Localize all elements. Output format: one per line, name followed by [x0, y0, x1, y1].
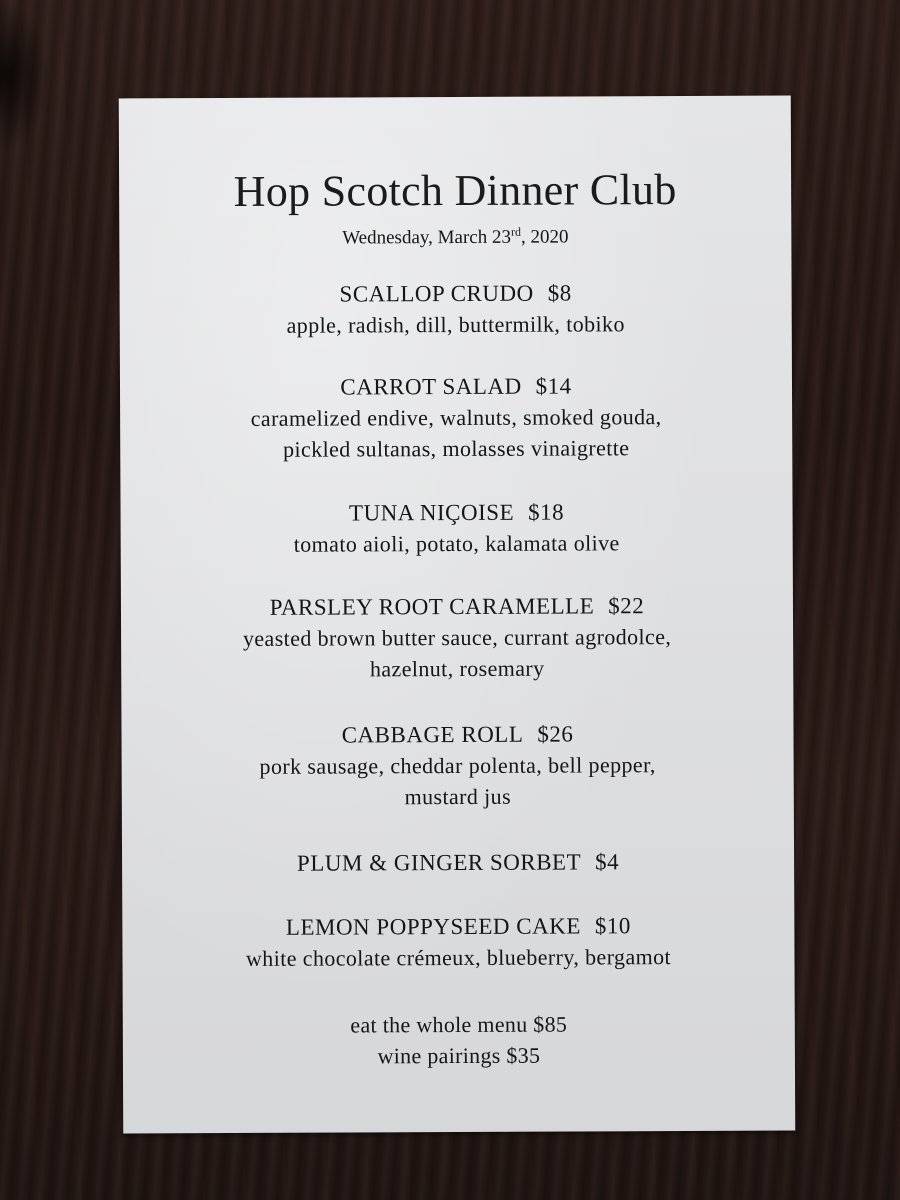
course-description-line: yeasted brown butter sauce, currant agrodolce,	[242, 624, 672, 651]
course-price: $22	[608, 593, 645, 619]
course-price: $26	[537, 721, 574, 747]
course-name: TUNA NIÇOISE	[348, 499, 515, 526]
course-item	[120, 370, 792, 466]
course-item	[122, 846, 794, 880]
course-description-line: mustard jus	[404, 783, 512, 810]
wine-pairing-line: wine pairings $35	[377, 1042, 541, 1069]
date-year: , 2020	[520, 226, 569, 248]
course-name: CARROT SALAD	[340, 373, 522, 400]
course-name: CABBAGE ROLL	[341, 721, 524, 748]
course-name: PARSLEY ROOT CARAMELLE	[269, 593, 595, 620]
course-price: $14	[535, 373, 572, 399]
course-heading	[122, 846, 794, 880]
background-shadow	[0, 0, 50, 150]
course-heading	[120, 277, 792, 311]
course-item	[120, 496, 792, 561]
course-price: $10	[594, 913, 631, 939]
date-text: Wednesday, March 23	[342, 226, 512, 249]
menu-date	[119, 224, 791, 251]
course-heading	[120, 370, 792, 404]
course-description-line: hazelnut, rosemary	[369, 655, 545, 682]
menu-title: Hop Scotch Dinner Club	[233, 165, 677, 216]
course-heading	[120, 496, 792, 530]
course-item	[121, 718, 793, 814]
course-heading	[121, 590, 793, 624]
course-price: $8	[547, 280, 572, 306]
course-description-line: white chocolate crémeux, blueberry, bergamot	[245, 944, 672, 971]
course-description-line: caramelized endive, walnuts, smoked gouda,	[250, 404, 662, 431]
course-name: PLUM & GINGER SORBET	[296, 849, 582, 876]
course-name: SCALLOP CRUDO	[339, 280, 534, 307]
course-name: LEMON POPPYSEED CAKE	[285, 913, 581, 940]
course-item	[122, 910, 794, 975]
course-price: $18	[528, 499, 565, 525]
menu-footer	[123, 1008, 795, 1073]
course-description-line: pickled sultanas, molasses vinaigrette	[283, 435, 630, 462]
course-heading	[122, 910, 794, 944]
course-heading	[121, 718, 793, 752]
course-item	[121, 590, 793, 686]
tasting-price-line: eat the whole menu $85	[350, 1011, 568, 1038]
course-description-line: apple, radish, dill, buttermilk, tobiko	[286, 311, 625, 338]
course-description-line: tomato aioli, potato, kalamata olive	[293, 530, 620, 557]
course-description-line: pork sausage, cheddar polenta, bell pepper,	[259, 752, 656, 779]
course-price: $4	[595, 849, 620, 875]
course-item	[120, 277, 792, 342]
date-ordinal: rd	[510, 224, 521, 239]
menu-sheet	[119, 96, 796, 1134]
